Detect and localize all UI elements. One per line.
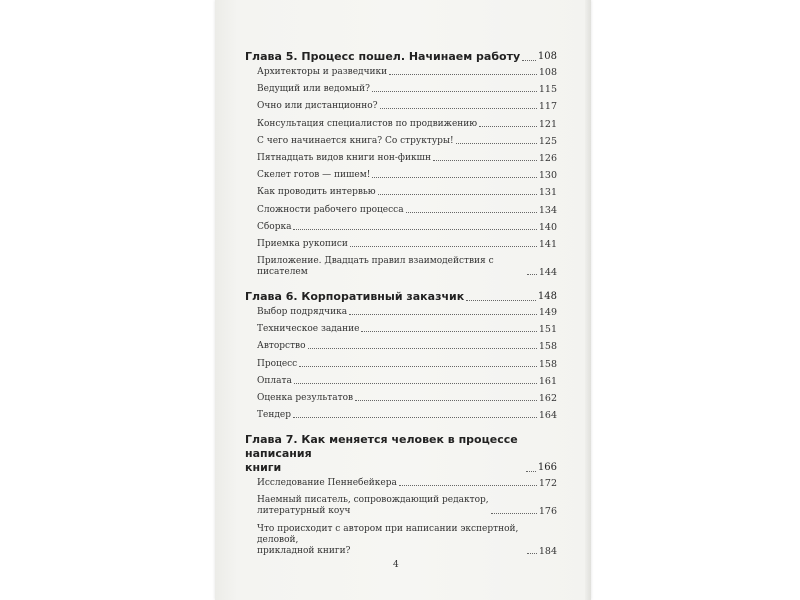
entry-title: Что происходит с автором при написании экспертной, деловой, прикладной книги? — [257, 523, 519, 556]
entry-page-number: 130 — [538, 170, 557, 182]
toc-entry — [257, 205, 557, 216]
dot-leader — [456, 143, 537, 144]
chapter-title: Глава 7. Как меняется человек в процессе написания книги — [245, 433, 518, 475]
toc-entry — [257, 187, 557, 198]
entry-title: Выбор подрядчика — [257, 307, 348, 318]
chapter-heading — [245, 50, 557, 64]
toc-entry — [257, 524, 557, 557]
dot-leader — [361, 331, 536, 332]
chapter-heading — [245, 433, 557, 475]
entry-title: Процесс — [257, 358, 298, 369]
entry-page-number: 140 — [538, 221, 557, 233]
dot-leader — [355, 400, 537, 401]
chapter-page-number: 148 — [537, 291, 557, 303]
entry-title: Как проводить интервью — [257, 187, 376, 198]
entry-title: Техническое задание — [257, 324, 360, 335]
toc-entry — [257, 359, 557, 370]
entry-title: Сложности рабочего процесса — [257, 204, 404, 215]
entry-page-number: 162 — [538, 393, 557, 404]
entry-title: С чего начинается книга? Со структуры! — [257, 135, 454, 146]
entry-title: Оценка результатов — [257, 393, 354, 403]
entry-page-number: 158 — [538, 341, 557, 353]
entry-page-number: 172 — [538, 478, 557, 490]
dot-leader — [406, 212, 537, 213]
dot-leader — [399, 485, 537, 486]
dot-leader — [491, 513, 537, 514]
entry-page-number: 134 — [538, 204, 557, 216]
entry-page-number: 151 — [538, 324, 557, 336]
entry-page-number: 108 — [538, 67, 557, 78]
toc-chapter — [245, 433, 557, 556]
entry-page-number: 149 — [538, 307, 557, 319]
entry-page-number: 125 — [538, 135, 557, 147]
page-number: 4 — [393, 560, 399, 570]
book-page — [215, 0, 591, 600]
entry-page-number: 144 — [538, 267, 557, 279]
entry-page-number: 158 — [538, 358, 557, 370]
dot-leader — [527, 274, 537, 275]
toc-entry — [257, 239, 557, 250]
entry-title: Тендер — [257, 410, 291, 421]
dot-leader — [293, 229, 536, 230]
dot-leader — [466, 300, 536, 301]
entry-page-number: 131 — [538, 187, 557, 199]
toc-entry — [257, 119, 557, 130]
dot-leader — [372, 177, 537, 178]
toc-entry — [257, 136, 557, 147]
dot-leader — [293, 417, 537, 418]
entry-page-number: 115 — [538, 84, 557, 96]
chapter-page-number: 108 — [537, 51, 557, 62]
dot-leader — [526, 471, 536, 472]
dot-leader — [372, 91, 537, 92]
toc-entry — [257, 341, 557, 352]
entry-title: Ведущий или ведомый? — [257, 84, 370, 95]
toc-entry — [257, 84, 557, 95]
entry-page-number: 126 — [538, 152, 557, 164]
dot-leader — [433, 160, 537, 161]
toc-entry — [257, 495, 557, 517]
toc-entry — [257, 393, 557, 404]
entry-page-number: 117 — [538, 101, 557, 113]
entry-title: Архитекторы и разведчики — [257, 67, 388, 77]
dot-leader — [308, 348, 537, 349]
toc-entry — [257, 376, 557, 387]
entry-title: Сборка — [257, 221, 292, 232]
toc-chapter — [245, 50, 557, 278]
entry-title: Скелет готов — пишем! — [257, 170, 371, 181]
entry-page-number: 184 — [538, 545, 557, 557]
dot-leader — [389, 74, 537, 75]
entry-title: Пятнадцать видов книги нон-фикшн — [257, 152, 431, 163]
entry-page-number: 164 — [538, 410, 557, 422]
toc-entry — [257, 170, 557, 181]
entry-title: Приложение. Двадцать правил взаимодействия с писателем — [257, 256, 494, 278]
toc-entry — [257, 478, 557, 489]
entry-title: Наемный писатель, сопровождающий редактор, литературный коуч — [257, 495, 489, 517]
dot-leader — [350, 246, 537, 247]
entry-title: Приемка рукописи — [257, 238, 348, 249]
toc-entry — [257, 153, 557, 164]
entry-page-number: 121 — [538, 118, 557, 130]
dot-leader — [294, 383, 537, 384]
dot-leader — [378, 194, 537, 195]
entry-title: Консультация специалистов по продвижению — [257, 118, 478, 129]
entry-page-number: 141 — [538, 238, 557, 250]
dot-leader — [299, 366, 537, 367]
toc-entry — [257, 222, 557, 233]
toc-entry — [257, 256, 557, 278]
page-edge — [585, 0, 591, 600]
toc-chapter — [245, 290, 557, 421]
dot-leader — [349, 314, 537, 315]
toc-entry — [257, 307, 557, 318]
chapter-heading — [245, 290, 557, 304]
dot-leader — [527, 553, 537, 554]
chapter-title: Глава 5. Процесс пошел. Начинаем работу — [245, 50, 521, 63]
toc-entry — [257, 324, 557, 335]
toc-entry — [257, 101, 557, 112]
chapter-title: Глава 6. Корпоративный заказчик — [245, 290, 465, 304]
dot-leader — [380, 108, 537, 109]
toc-entry — [257, 67, 557, 78]
chapter-page-number: 166 — [537, 462, 557, 474]
toc-entry — [257, 410, 557, 421]
entry-page-number: 161 — [538, 375, 557, 387]
entry-title: Авторство — [257, 341, 306, 352]
entry-title: Оплата — [257, 375, 292, 386]
dot-leader — [522, 60, 536, 61]
entry-title: Исследование Пеннебейкера — [257, 478, 397, 489]
entry-page-number: 176 — [538, 506, 557, 518]
dot-leader — [479, 126, 537, 127]
table-of-contents — [245, 50, 557, 569]
entry-title: Очно или дистанционно? — [257, 101, 378, 112]
